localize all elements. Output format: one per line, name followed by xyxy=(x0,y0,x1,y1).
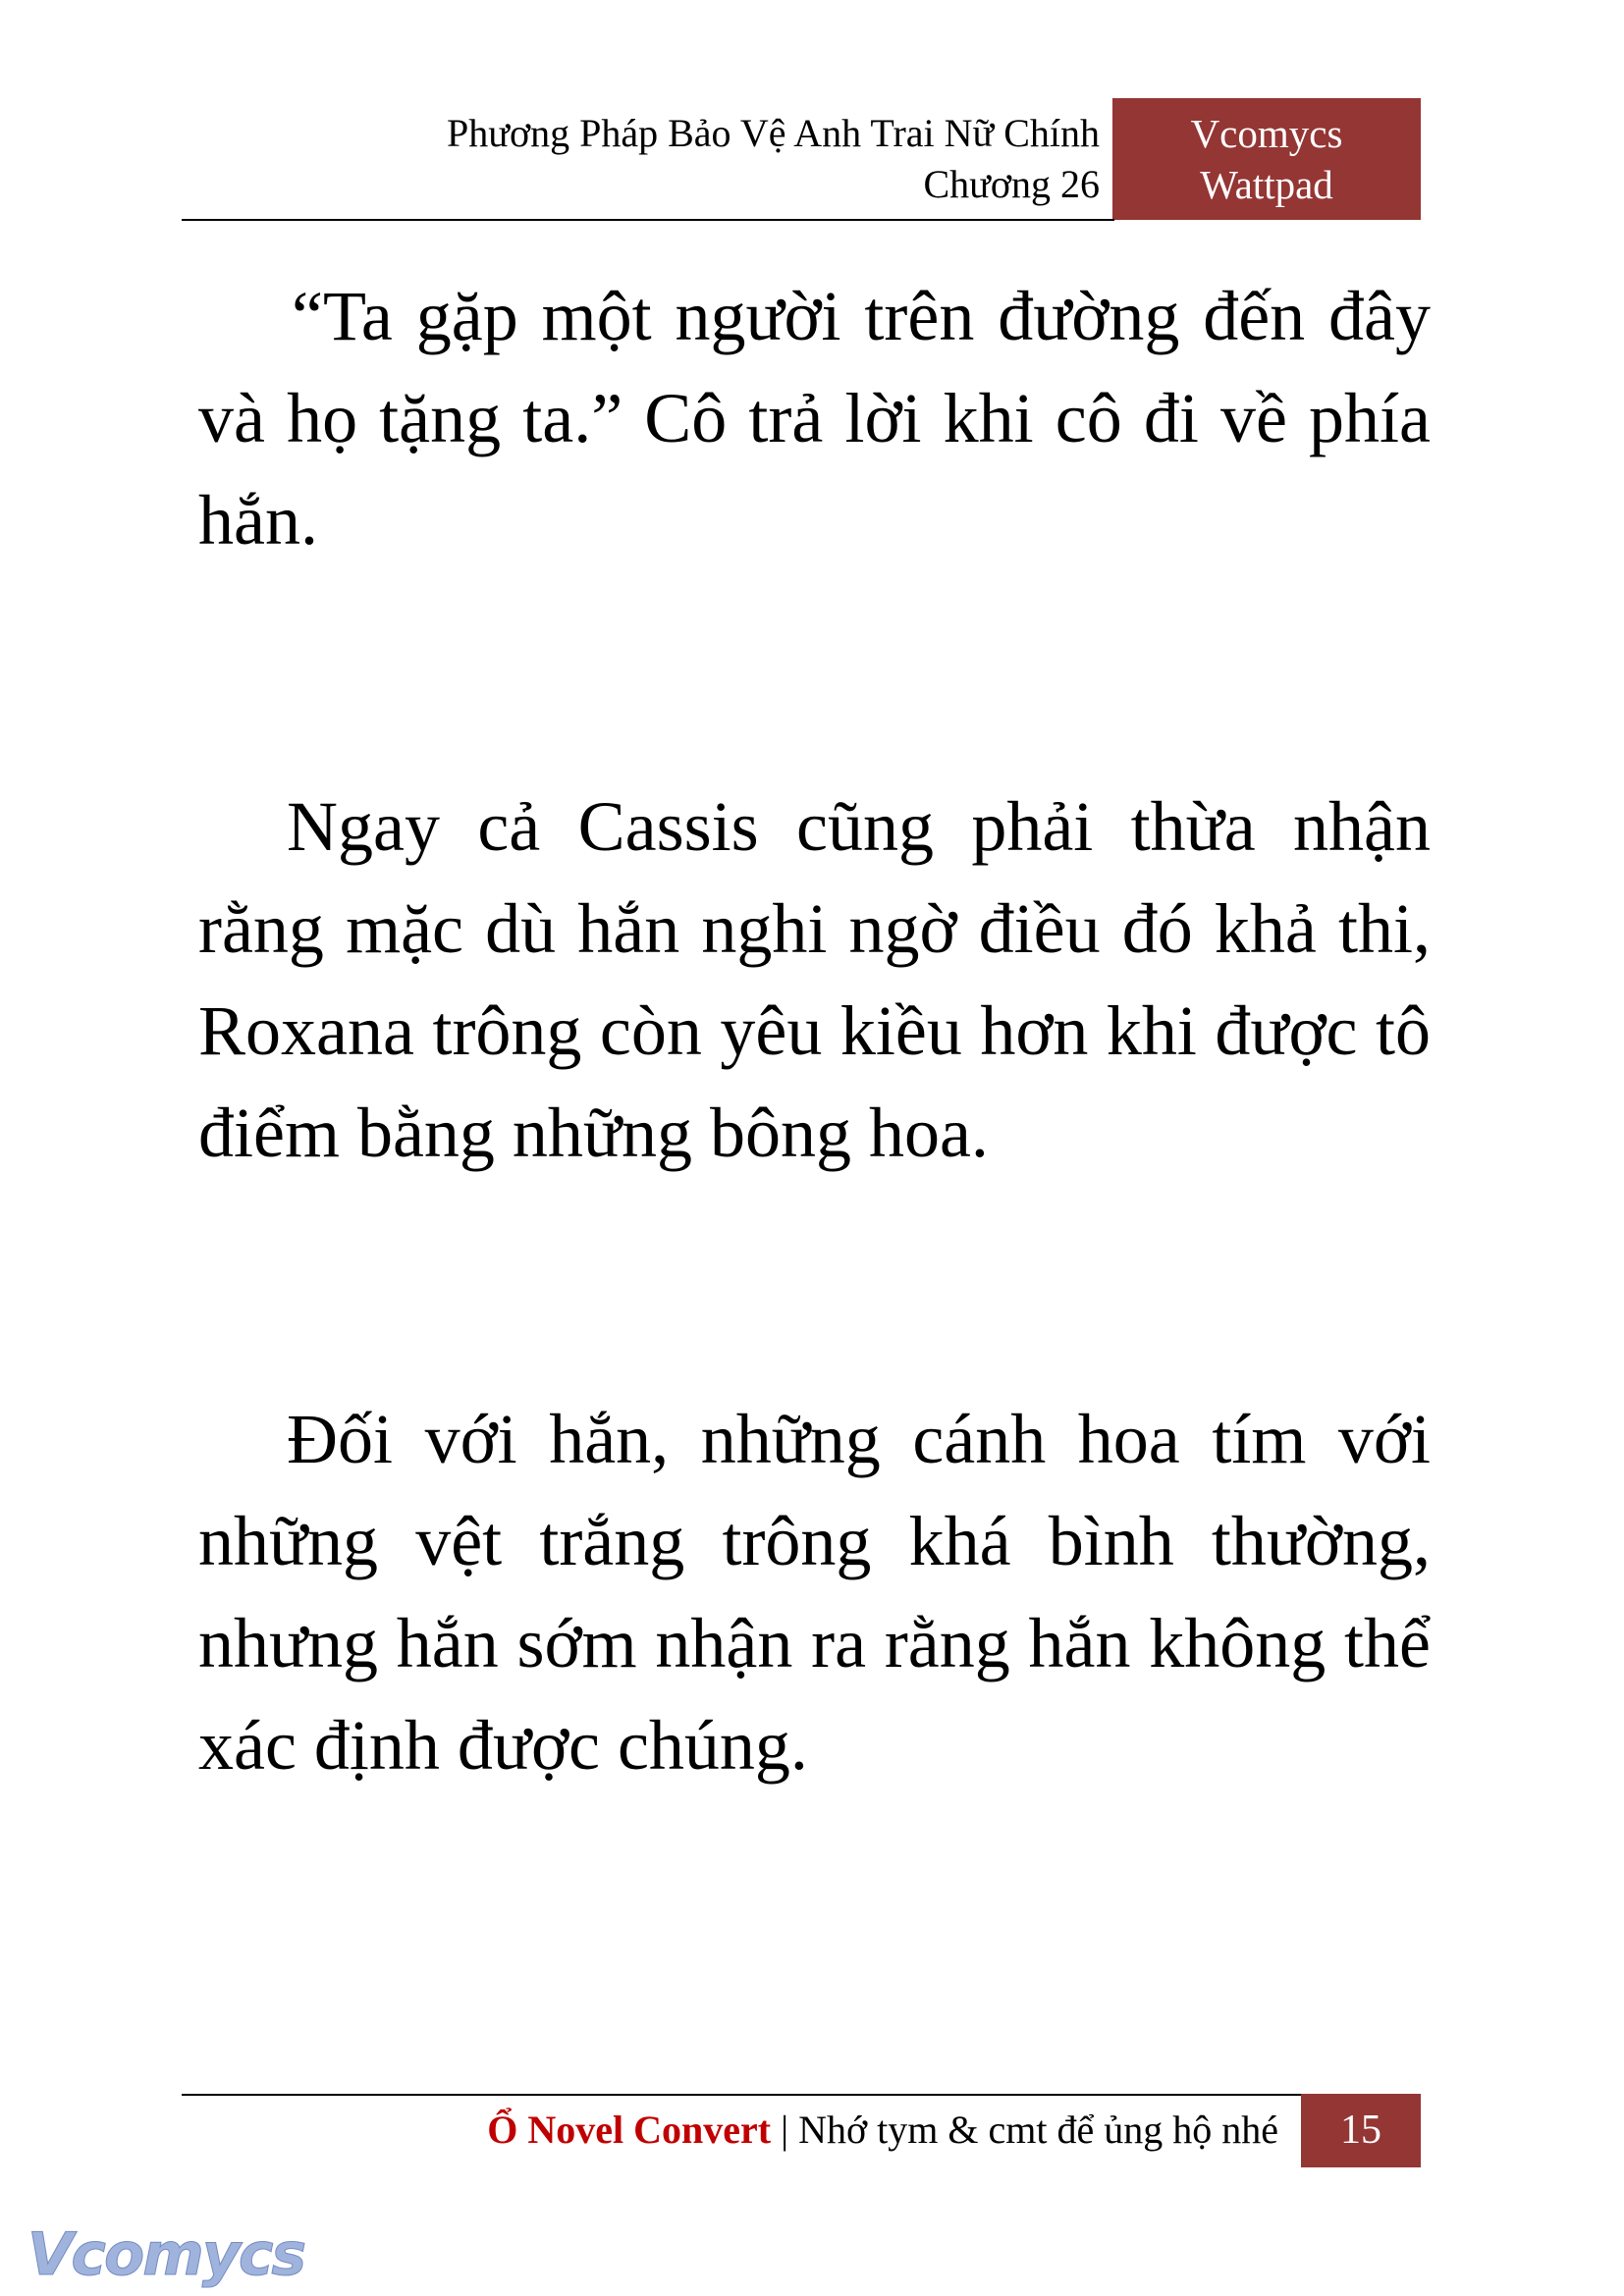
book-title: Phương Pháp Bảo Vệ Anh Trai Nữ Chính xyxy=(447,111,1100,155)
footer-divider xyxy=(182,2094,1301,2096)
header-divider xyxy=(182,219,1114,221)
chapter-body xyxy=(198,265,1431,2001)
site-name: Vcomycs xyxy=(1190,111,1343,156)
paragraph-3: Đối với hắn, những cánh hoa tím với những vệt trắng trông khá bình thường, nhưng hắn sớm nhận ra rằng hắn không thể xác định được chúng. xyxy=(198,1400,1431,1785)
paragraph-1: “Ta gặp một người trên đường đến đây và họ tặng ta.” Cô trả lời khi cô đi về phía hắn. xyxy=(198,277,1431,560)
footer-message: Nhớ tym & cmt để ủng hộ nhé xyxy=(798,2108,1278,2152)
footer-credit xyxy=(487,2102,1278,2159)
footer-separator: | xyxy=(771,2108,799,2152)
page-footer xyxy=(182,2094,1421,2167)
header-titles xyxy=(182,108,1100,210)
page-number: 15 xyxy=(1301,2094,1421,2167)
paragraph-2: Ngay cả Cassis cũng phải thừa nhận rằng mặc dù hắn nghi ngờ điều đó khả thi, Roxana trông còn yêu kiều hơn khi được tô điểm bằng những bông hoa. xyxy=(198,787,1431,1172)
footer-brand: Ổ Novel Convert xyxy=(487,2108,772,2152)
chapter-label: Chương 26 xyxy=(923,162,1100,206)
page-header xyxy=(182,98,1421,220)
site-badge xyxy=(1112,98,1421,220)
vcomycs-watermark-logo: Vcomycs xyxy=(27,2220,305,2289)
platform-name: Wattpad xyxy=(1200,162,1333,207)
